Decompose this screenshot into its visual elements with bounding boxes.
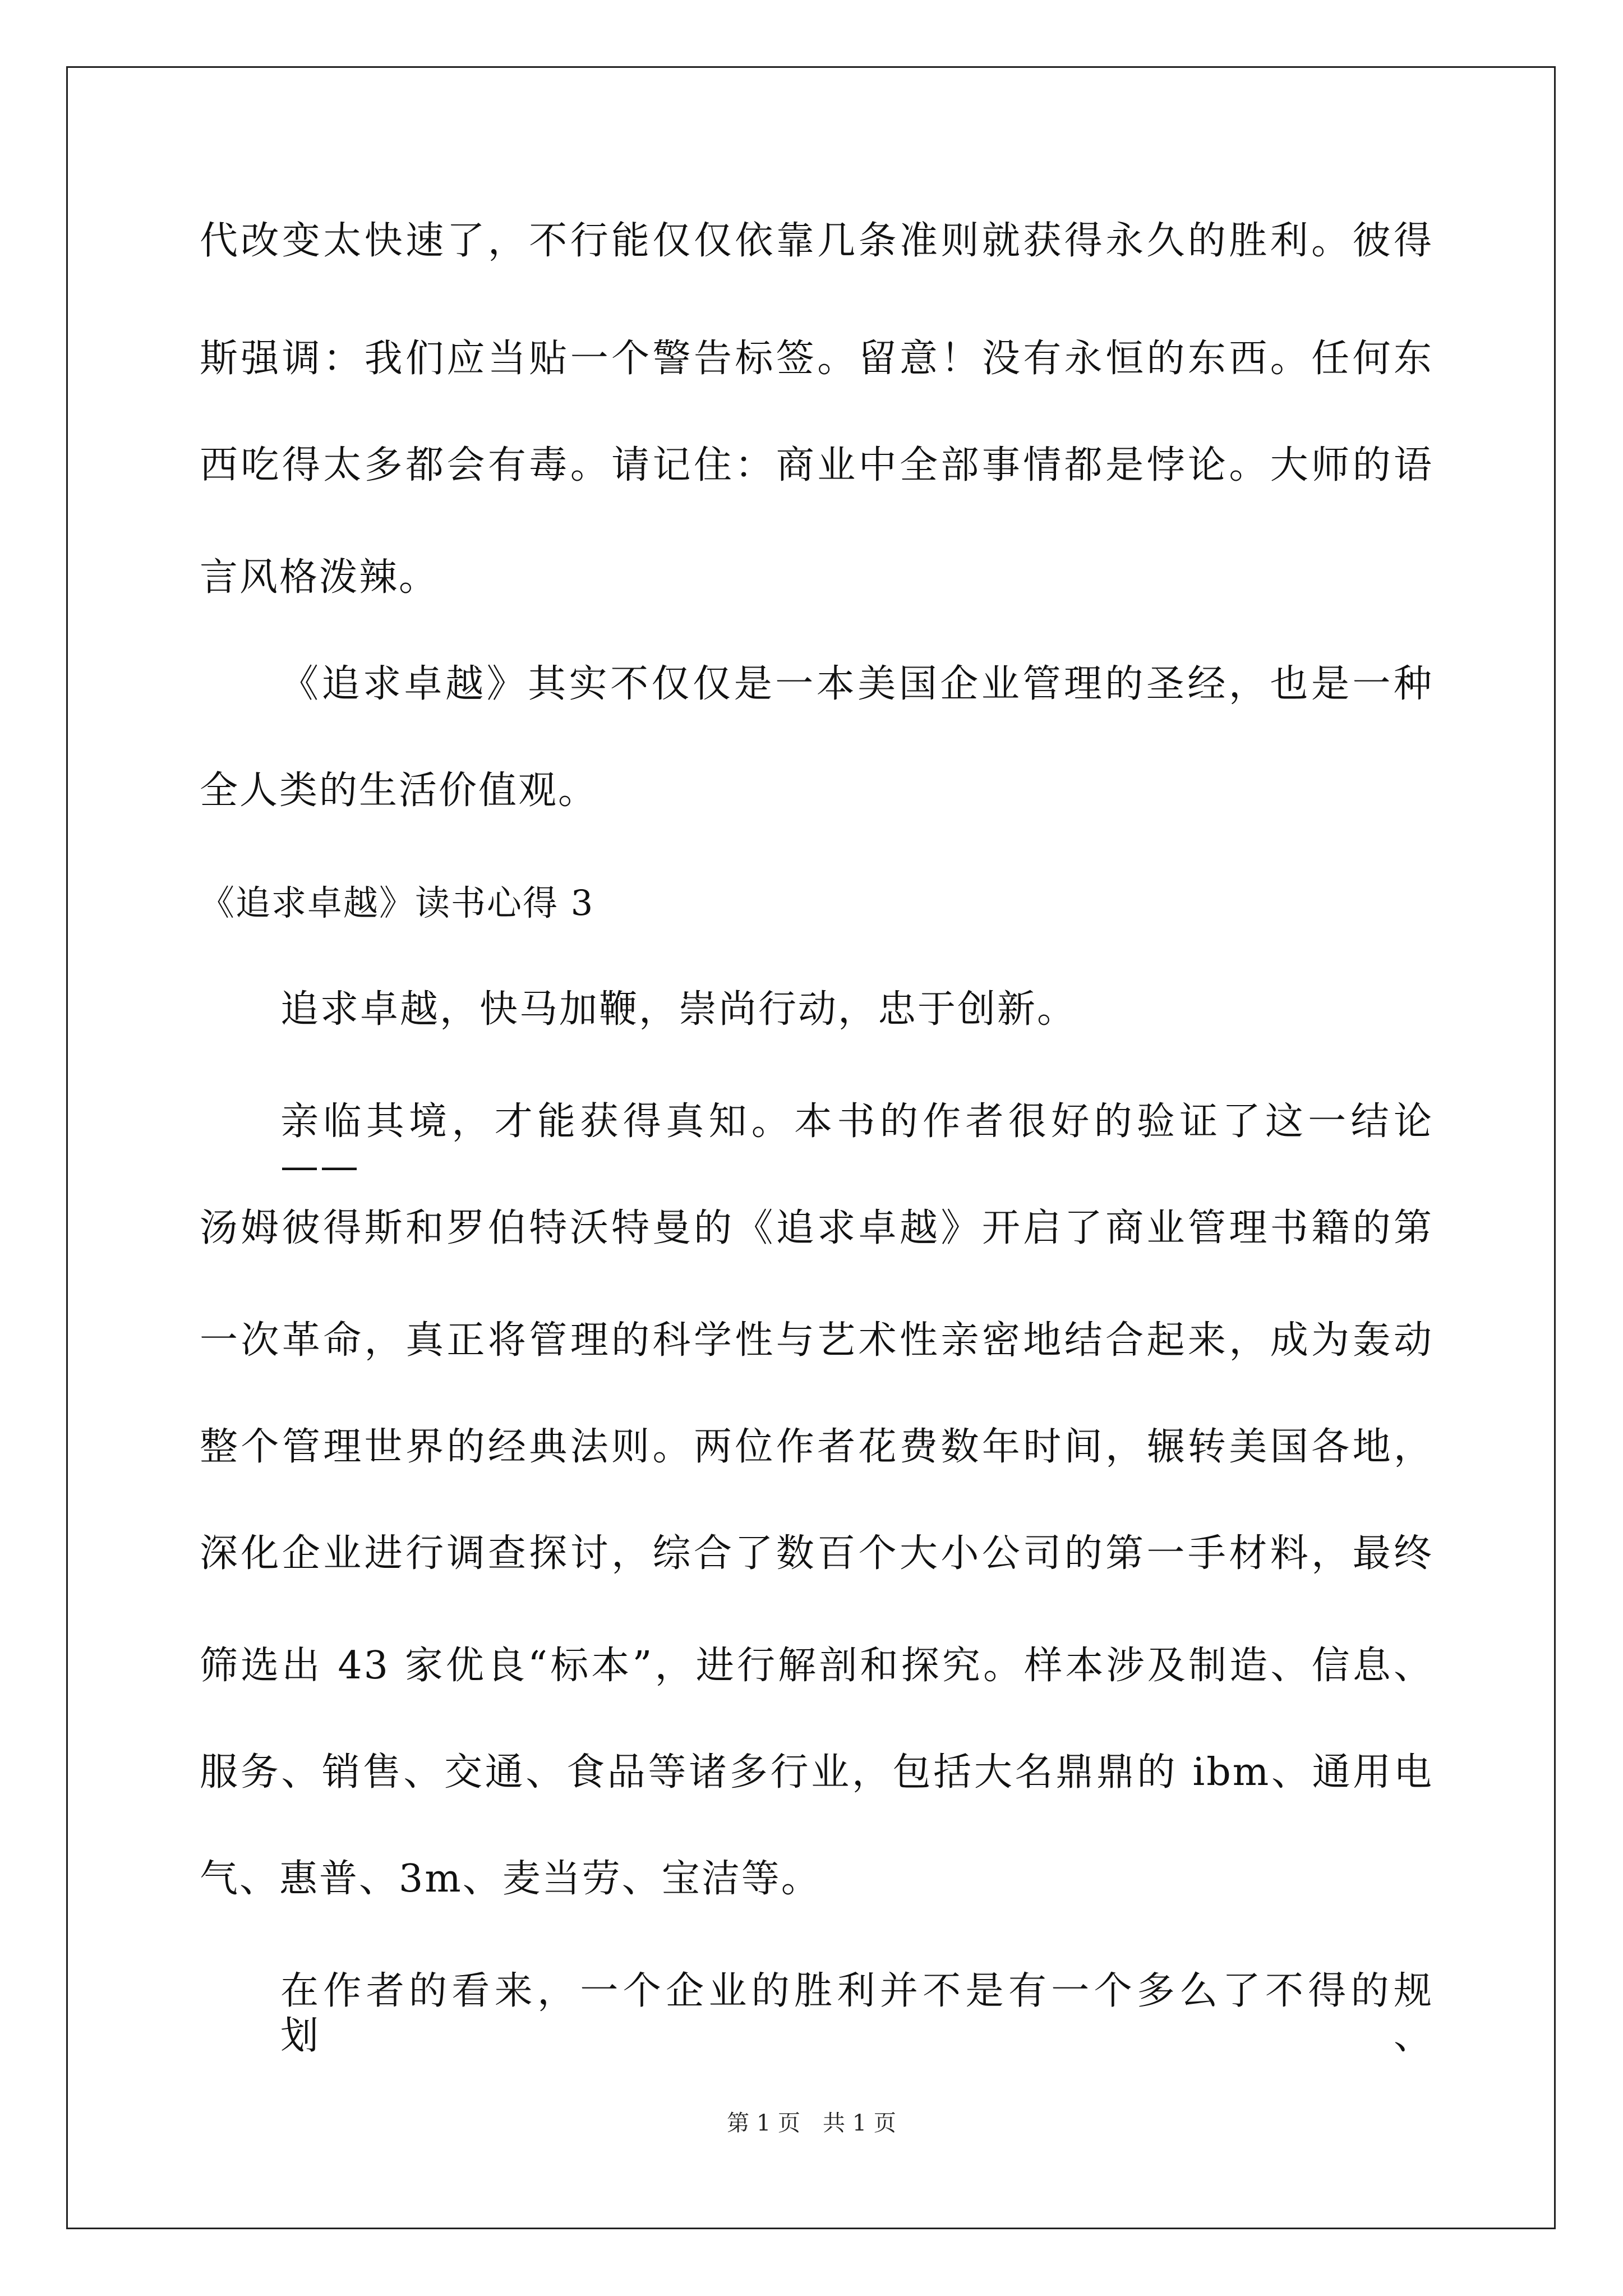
paragraph-line: 《追求卓越》其实不仅仅是一本美国企业管理的圣经，也是一种	[280, 662, 1433, 706]
section-heading: 《追求卓越》读书心得 3	[200, 882, 594, 923]
paragraph-line: 气、惠普、3m、麦当劳、宝洁等。	[200, 1857, 821, 1901]
paragraph-line: 斯强调：我们应当贴一个警告标签。留意！没有永恒的东西。任何东	[200, 337, 1433, 381]
paragraph-line: 筛选出 43 家优良“标本”，进行解剖和探究。样本涉及制造、信息、	[200, 1644, 1433, 1688]
paragraph-line: 服务、销售、交通、食品等诸多行业，包括大名鼎鼎的 ibm、通用电	[200, 1750, 1433, 1795]
paragraph-line: 西吃得太多都会有毒。请记住：商业中全部事情都是悖论。大师的语	[200, 443, 1433, 487]
paragraph-line: 整个管理世界的经典法则。两位作者花费数年时间，辗转美国各地，	[200, 1425, 1433, 1469]
page-number: 第 1 页	[727, 2110, 800, 2136]
page-footer	[0, 2109, 1623, 2137]
paragraph-line: 言风格泼辣。	[200, 555, 439, 600]
paragraph-line: 全人类的生活价值观。	[200, 769, 598, 813]
paragraph-line: 在作者的看来，一个企业的胜利并不是有一个多么了不得的规划、	[280, 1969, 1433, 2058]
page-total: 共 1 页	[823, 2110, 896, 2136]
paragraph-line: 汤姆彼得斯和罗伯特沃特曼的《追求卓越》开启了商业管理书籍的第	[200, 1206, 1433, 1250]
paragraph-line: 代改变太快速了，不行能仅仅依靠几条准则就获得永久的胜利。彼得	[200, 219, 1433, 263]
paragraph-line: 亲临其境，才能获得真知。本书的作者很好的验证了这一结论——	[280, 1099, 1433, 1189]
paragraph-line: 一次革命，真正将管理的科学性与艺术性亲密地结合起来，成为轰动	[200, 1318, 1433, 1363]
paragraph-line: 追求卓越，快马加鞭，崇尚行动，忠于创新。	[280, 987, 1077, 1032]
paragraph-line: 深化企业进行调查探讨，综合了数百个大小公司的第一手材料，最终	[200, 1531, 1433, 1576]
